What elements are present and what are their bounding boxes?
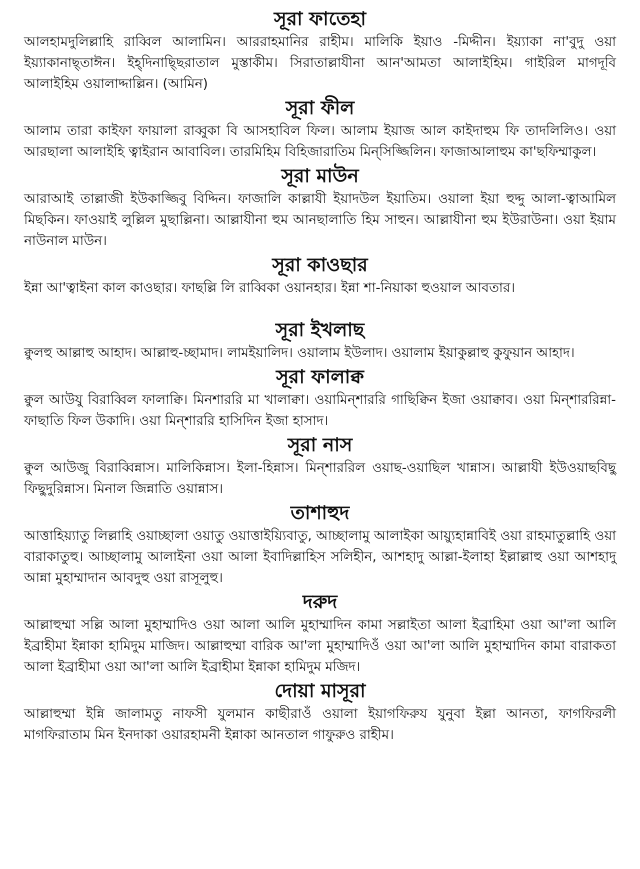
section-title: সূরা মাউন <box>281 165 359 187</box>
section-title: সূরা ফাতেহা <box>274 8 366 30</box>
section-title: সূরা ইখলাছ <box>275 319 365 341</box>
section-text: ক্বুলহু আল্লাহু আহাদ। আল্লাহু-চ্ছামাদ। লামইয়ালিদ। ওয়ালাম ইউলাদ। ওয়ালাম ইয়াকুল্লাহু কুফুয়ান আহাদ। <box>24 346 575 361</box>
section-surah-nas <box>24 432 616 500</box>
section-title: তাশাহুদ <box>290 502 350 524</box>
section-surah-fatiha <box>24 6 616 95</box>
section-text: আলহামদুলিল্লাহি রাব্বিল আলামিন। আররাহমানির রাহীম। মালিকি ইয়াও -মিদ্দীন। ইয়্যাকা না'বুদু ওয়া ইয়্যাকানাছ্‌তাঈন। ইহ্‌দিনাছ্ছিরাতাল মুস্তাকীম। সিরাতাল্লাযীনা আন'আমতা আলাইহিম। গাইরিল মাগদূবি আলাইহিম ওয়ালাদ্দাল্লিন। (আমিন) <box>24 35 616 92</box>
section-text: ক্বুল আউজু বিরাব্বিন্নাস। মালিকিন্নাস। ইলা-হিন্নাস। মিন্‌শাররিল ওয়াছ-ওয়াছিল খান্নাস। আল্লাযী ইউওয়াছবিছু ফিছুদুরিন্নাস। মিনাল জিন্নাতি ওয়ান্নাস। <box>24 461 616 497</box>
spacer <box>24 299 616 317</box>
section-text: আল্লাহুম্মা ইন্নি জালামতু নাফসী যুলমান কাছীরাওঁ ওয়ালা ইয়াগফিরুয যুনুবা ইল্লা আনতা, ফাগফিরলী মাগফিরাতাম মিন ইনদাকা ওয়ারহামনী ইন্নাকা আনতাল গাফুরুও রাহীম। <box>24 707 616 743</box>
section-text: আলাম তারা কাইফা ফায়ালা রাব্বুকা বি আসহাবিল ফিল। আলাম ইয়াজ আল কাইদাহুম ফি তাদলিলিও। ওয়া আরছালা আলাইহি ত্বাইরান আবাবিল। তারমিহিম বিহিজারাতিম মিন্‌সিজ্জিলিন। ফাজাআলাহুম কা'ছফিম্মাকুল। <box>24 124 616 160</box>
section-surah-maun <box>24 163 616 252</box>
section-text: ইন্না আ'ত্বাইনা কাল কাওছার। ফাছল্লি লি রাব্বিকা ওয়ানহার। ইন্না শা-নিয়াকা হুওয়াল আবতার। <box>24 281 516 296</box>
section-title: দরুদ <box>302 591 338 613</box>
section-text: ক্বুল আউযু বিরাব্বিল ফালাক্বি। মিনশাররি মা খালাক্বা। ওয়ামিন্‌শাররি গাছিক্বিন ইজা ওয়াক্বাব। ওয়া মিন্‌শাররিন্না-ফাছাতি ফিল উকাদি। ওয়া মিন্‌শাররি হাসিদিন ইজা হাসাদ। <box>24 393 616 429</box>
section-tashahhud <box>24 500 616 589</box>
section-durood <box>24 589 616 678</box>
section-text: আল্লাহুম্মা সল্লি আলা মুহাম্মাদিও ওয়া আলা আলি মুহাম্মাদিন কামা সল্লাইতা আলা ইব্রাহিমা ওয়া আ'লা আলি ইব্রাহীমা ইন্নাকা হামিদুম মাজিদ। আল্লাহুম্মা বারিক আ'লা মুহাম্মাদিওঁ ওয়া আ'লা আলি মুহাম্মাদিন কামা বারাকতা আলা ইব্রাহীমা ওয়া আ'লা আলি ইব্রাহীমা ইন্নাকা হামিদুম মজিদ। <box>24 618 616 675</box>
section-text: আত্তাহিয়্যাতু লিল্লাহি ওয়াচ্ছালা ওয়াতু ওয়াত্তাইয়্যিবাতু, আচ্ছালামু আলাইকা আয়্যুহান্নাবিই ওয়া রাহমাতুল্লাহি ওয়া বারাকাতুহু। আচ্ছালামু আলাইনা ওয়া আলা ইবাদিল্লাহিস সলিহীন, আশহাদু আল্লা-ইলাহা ইল্লাল্লাহু ওয়া আশহাদু আন্না মুহাম্মাদান আবদুহু ওয়া রাসূলুহু। <box>24 529 616 586</box>
section-title: সূরা নাস <box>287 434 353 456</box>
section-text: আরাআই তাল্লাজী ইউকাজ্জিবু বিদ্দিন। ফাজালি কাল্লাযী ইয়াদউল ইয়াতিম। ওয়ালা ইয়া হুদ্দু আলা-ত্বাআমিল মিছকিন। ফাওয়াই লুল্লিল মুছাল্লিনা। আল্লাযীনা হুম আনছালাতি হিম সাহুন। আল্লাযীনা হুম ইউরাউনা। ওয়া ইয়াম নাউনাল মাউন। <box>24 192 616 249</box>
section-title: সূরা কাওছার <box>272 254 368 276</box>
section-dua-masura <box>24 678 616 746</box>
section-surah-falaq <box>24 364 616 432</box>
section-title: সূরা ফালাক্ব <box>276 366 364 388</box>
section-surah-fil <box>24 95 616 163</box>
section-title: দোয়া মাসূরা <box>274 680 366 702</box>
section-title: সূরা ফীল <box>285 97 355 119</box>
section-surah-ikhlas <box>24 317 616 364</box>
section-surah-kawsar <box>24 252 616 299</box>
